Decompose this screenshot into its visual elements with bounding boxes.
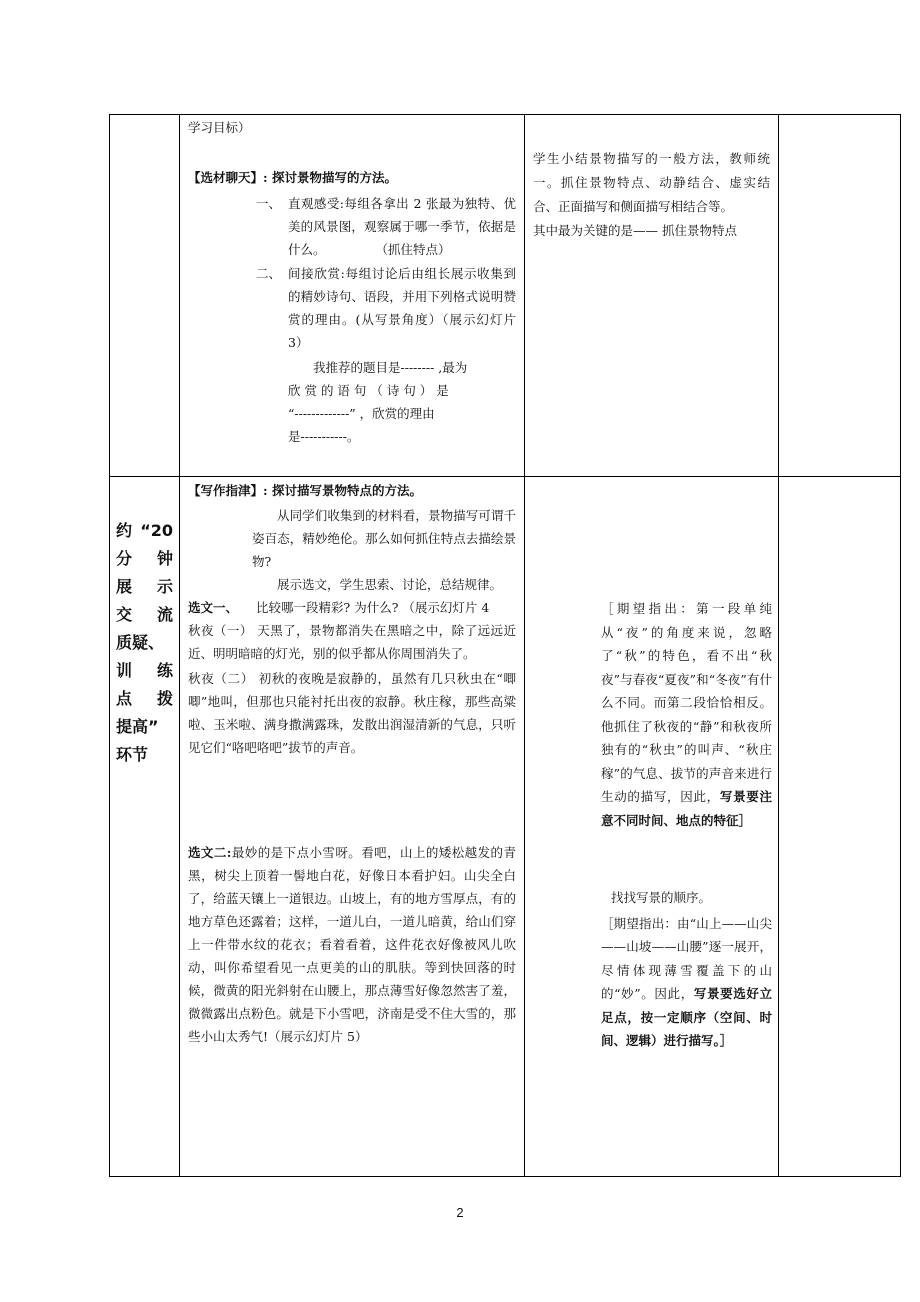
item-text: 间接欣赏:每组讨论后由组长展示收集到的精妙诗句、语段，并用下列格式说明赞赏的理由。(从写景角度）（展示幻灯片 3）: [288, 266, 516, 350]
summary-text: 学生小结景物描写的一般方法，教师统一。抓住景物特点、动静结合、虚实结合、正面描写和侧面描写相结合等。: [533, 151, 770, 214]
stage-line: 展 示: [116, 577, 173, 596]
passage-question: 比较哪一段精彩? 为什么? （展示幻灯片 4: [256, 600, 490, 615]
stage-line: 提高”: [116, 717, 159, 736]
passage-label: 选文二:: [188, 845, 232, 860]
stage-line: 约 “20: [116, 521, 173, 540]
template-line: 欣 赏 的 语 句 （ 诗 句 ） 是: [288, 383, 449, 398]
order-prompt: 找找写景的顺序。: [611, 890, 712, 905]
teacher-notes-cell: [525, 477, 779, 1177]
passage-autumn-night-2: 秋夜（二） 初秋的夜晚是寂静的，虽然有几只秋虫在“唧唧”地叫，但那也只能衬托出夜的寂静。秋庄稼，那些高粱啦、玉米啦、满身撒满露珠，发散出润湿清新的气息，只听见它们“咯吧咯吧”拔节的声音。: [188, 671, 516, 755]
section-title: 【选材聊天】: 探讨景物描写的方法。: [188, 170, 397, 185]
remarks-cell-empty: [779, 115, 901, 477]
expected-answer-2: ［期望指出：由“山上——山尖——山坡——山腰”逐一展开，尽情体现薄雪覆盖下的山的“妙”。因此，写景要选好立足点，按一定顺序（空间、时间、逻辑）进行描写。］: [601, 915, 772, 1048]
stage-line: 质疑、: [116, 633, 165, 652]
lesson-plan-table: [109, 114, 901, 1177]
activity-cell: [180, 115, 525, 477]
intro-text: 从同学们收集到的材料看，景物描写可谓千姿百态，精妙绝伦。那么如何抓住特点去描绘景物?: [252, 508, 516, 569]
passage-two: [188, 841, 516, 1048]
teacher-notes-cell: [525, 115, 779, 477]
stage-line: 点 拨: [116, 689, 173, 708]
activity-cell: [180, 477, 525, 1177]
list-marker: 二、: [256, 266, 282, 281]
table-row: [110, 477, 901, 1177]
item-text: 直观感受:每组各拿出 2 张最为独特、优美的风景图，观察属于哪一季节，依据是什么。: [288, 196, 516, 257]
passage-text: 最妙的是下点小雪呀。看吧，山上的矮松越发的青黑，树尖上顶着一髻地白花，好像日本看护妇。山尖全白了，给蓝天镶上一道银边。山坡上，有的地方雪厚点，有的地方草色还露着；这样，一道儿白，一道儿暗黄，给山们穿上一件带水纹的花衣；看着看着，这件花衣好像被风儿吹动，叫你希望看见一点更美的山的肌肤。等到快回落的时候，微黄的阳光斜射在山腰上，那点薄雪好像忽然害了羞，微微露出点粉色。就是下小雪吧，济南是受不住大雪的，那些小山太秀气!（展示幻灯片 5）: [188, 845, 516, 1044]
key-point-text: 其中最为关键的是—— 抓住景物特点: [533, 223, 737, 238]
stage-line: 训 练: [116, 661, 173, 680]
stage-label: [110, 477, 179, 769]
template-line: “-------------” ，欣赏的理由: [288, 406, 435, 421]
method-text: 展示选文，学生思索、讨论，总结规律。: [277, 577, 503, 592]
passage-autumn-night-1: 秋夜（一） 天黑了，景物都消失在黑暗之中，除了远远近近、明明暗暗的灯光，别的似乎都从你周围消失了。: [188, 623, 516, 661]
list-text-wrap: [288, 192, 516, 261]
list-marker: 一、: [256, 196, 282, 211]
section-title: 【写作指津】: 探讨描写景物特点的方法。: [188, 483, 422, 498]
list-item: [256, 262, 516, 354]
remarks-cell-empty: [779, 477, 901, 1177]
fill-in-template: [288, 356, 516, 448]
table-row: [110, 115, 901, 477]
continued-text: 学习目标）: [188, 120, 251, 135]
stage-cell: [110, 477, 180, 1177]
stage-line: 环节: [116, 745, 149, 764]
stage-cell-empty: [110, 115, 180, 477]
template-line: 是-----------。: [288, 429, 360, 444]
passage-one-header: [188, 596, 516, 619]
expected-answer-1: ［期望指出：第一段单纯从“夜”的角度来说，忽略了“秋”的特色，看不出“秋夜”与春夜“夏夜”和“冬夜”有什么不同。而第二段恰恰相反。他抓住了秋夜的“静”和秋夜所独有的“秋虫”的叫声、“秋庄稼”的气息、拔节的声音来进行生动的描写，因此，写景要注意不同时间、地点的特征］: [601, 601, 772, 828]
item-note: （抓住特点）: [375, 242, 451, 257]
template-line: 我推荐的题目是-------- ,最为: [313, 360, 468, 375]
page-number: 2: [456, 1205, 464, 1220]
stage-line: 交 流: [116, 605, 173, 624]
passage-label: 选文一、: [188, 600, 239, 615]
list-item: [256, 192, 516, 261]
stage-line: 分 钟: [116, 549, 173, 568]
